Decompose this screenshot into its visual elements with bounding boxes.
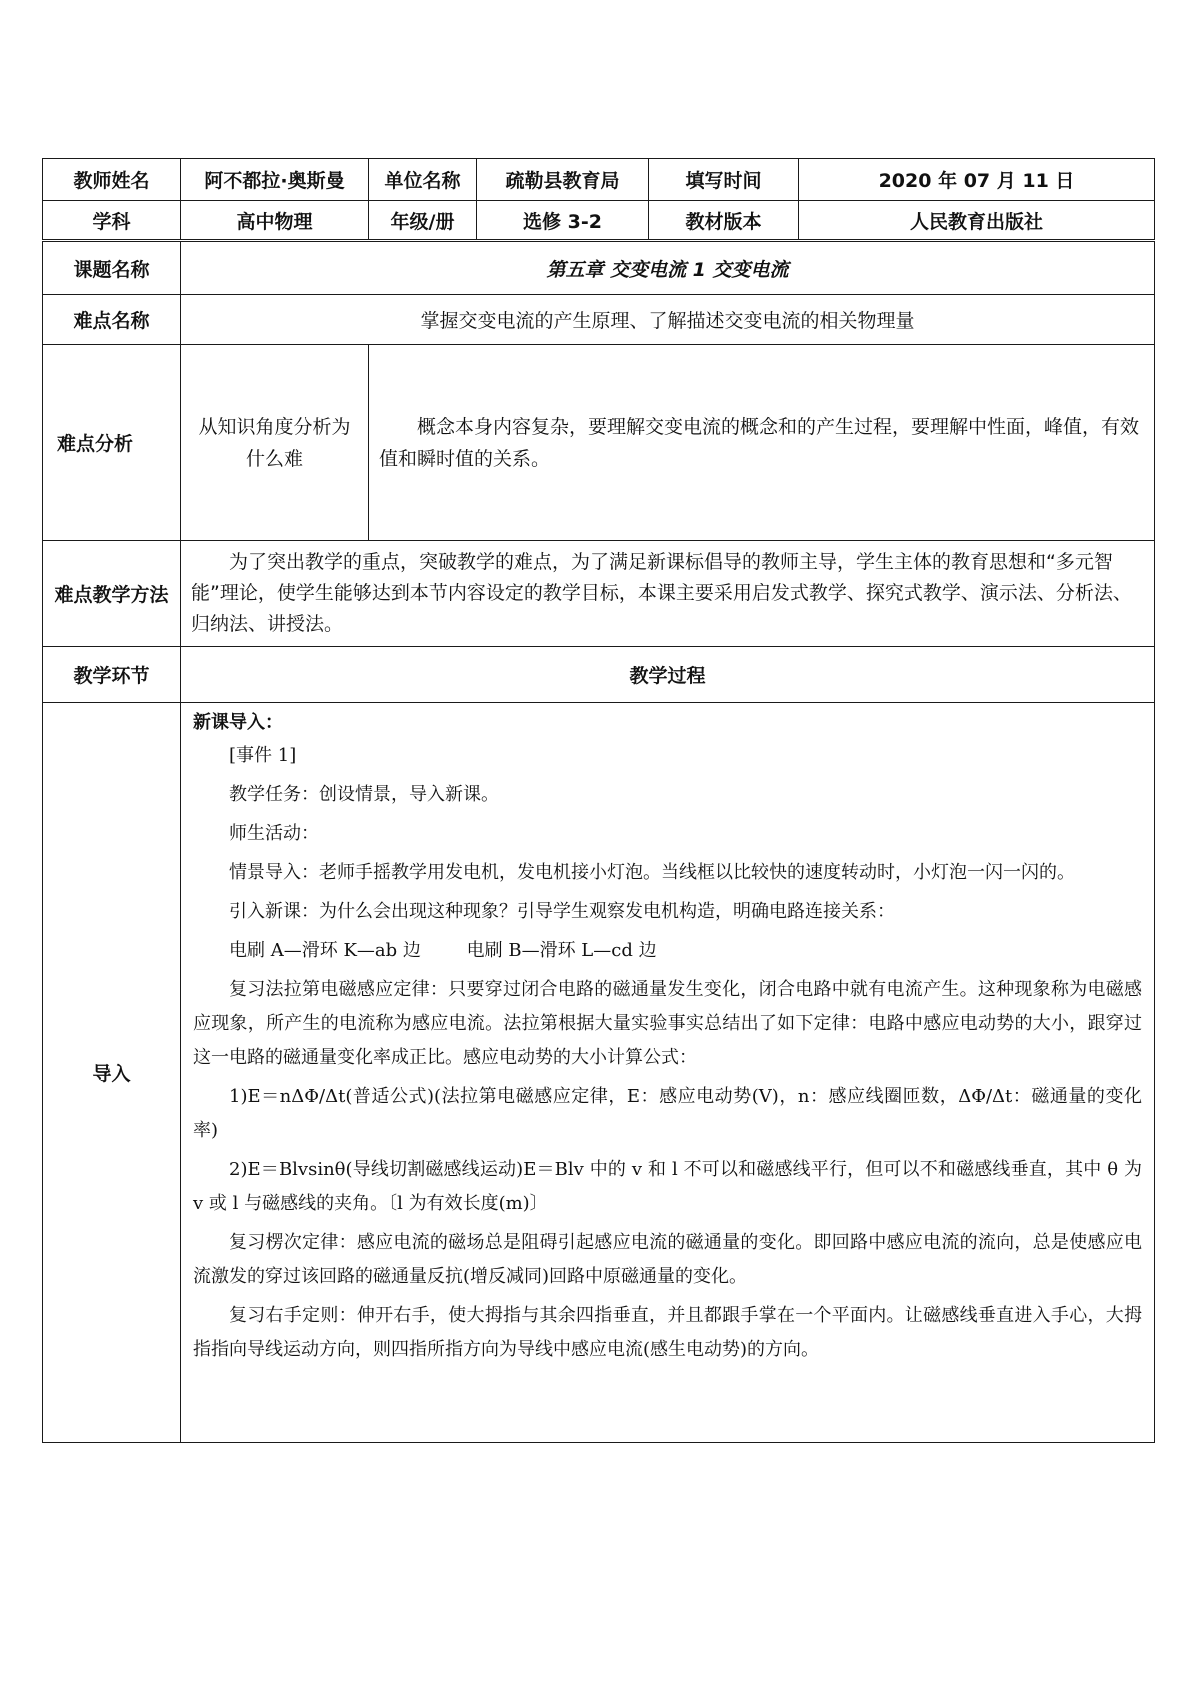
intro-row — [43, 703, 1155, 1443]
subject-label: 学科 — [43, 201, 181, 241]
difficulty-label: 难点名称 — [43, 295, 181, 345]
intro-section-title: 新课导入： — [193, 712, 283, 733]
intro-stage-label: 导入 — [43, 703, 181, 1443]
process-header-row — [43, 647, 1155, 703]
topic-row — [43, 241, 1155, 295]
topic-label: 课题名称 — [43, 241, 181, 295]
fill-date-label: 填写时间 — [649, 159, 799, 201]
grade-label: 年级/册 — [369, 201, 477, 241]
method-text: 为了突出教学的重点，突破教学的难点，为了满足新课标倡导的教师主导，学生主体的教育思想和“多元智能”理论，使学生能够达到本节内容设定的教学目标，本课主要采用启发式教学、探究式教学、演示法、分析法、归纳法、讲授法。 — [181, 541, 1155, 647]
intro-paragraph: [事件 1] — [229, 745, 297, 766]
teacher-name-label: 教师姓名 — [43, 159, 181, 201]
fill-date-value: 2020 年 07 月 11 日 — [799, 159, 1155, 201]
header-row-1 — [43, 159, 1155, 201]
analysis-label: 难点分析 — [43, 345, 181, 541]
edition-value: 人民教育出版社 — [799, 201, 1155, 241]
topic-value: 第五章 交变电流 1 交变电流 — [181, 241, 1155, 295]
grade-value: 选修 3-2 — [477, 201, 649, 241]
method-label: 难点教学方法 — [43, 541, 181, 647]
intro-paragraph: 电刷 A—滑环 K—ab 边 电刷 B—滑环 L—cd 边 — [229, 940, 657, 961]
unit-name-value: 疏勒县教育局 — [477, 159, 649, 201]
teacher-name-value: 阿不都拉·奥斯曼 — [181, 159, 369, 201]
process-column-label: 教学过程 — [181, 647, 1155, 703]
difficulty-value: 掌握交变电流的产生原理、了解描述交变电流的相关物理量 — [181, 295, 1155, 345]
intro-paragraph: 复习楞次定律：感应电流的磁场总是阻碍引起感应电流的磁通量的变化。即回路中感应电流的流向，总是使感应电流激发的穿过该回路的磁通量反抗(增反减同)回路中原磁通量的变化。 — [193, 1232, 1142, 1287]
difficulty-row — [43, 295, 1155, 345]
header-row-2 — [43, 201, 1155, 241]
edition-label: 教材版本 — [649, 201, 799, 241]
analysis-sub-label: 从知识角度分析为什么难 — [181, 345, 369, 541]
intro-paragraph: 师生活动： — [229, 823, 319, 844]
intro-paragraph: 复习右手定则：伸开右手，使大拇指与其余四指垂直，并且都跟手掌在一个平面内。让磁感线垂直进入手心，大拇指指向导线运动方向，则四指所指方向为导线中感应电流(感生电动势)的方向。 — [193, 1305, 1142, 1360]
subject-value: 高中物理 — [181, 201, 369, 241]
intro-paragraph: 复习法拉第电磁感应定律：只要穿过闭合电路的磁通量发生变化，闭合电路中就有电流产生。这种现象称为电磁感应现象，所产生的电流称为感应电流。法拉第根据大量实验事实总结出了如下定律：电路中感应电动势的大小，跟穿过这一电路的磁通量变化率成正比。感应电动势的大小计算公式： — [193, 979, 1142, 1068]
stage-column-label: 教学环节 — [43, 647, 181, 703]
intro-paragraph: 引入新课：为什么会出现这种现象？引导学生观察发电机构造，明确电路连接关系： — [229, 901, 895, 922]
unit-name-label: 单位名称 — [369, 159, 477, 201]
intro-paragraph: 情景导入：老师手摇教学用发电机，发电机接小灯泡。当线框以比较快的速度转动时，小灯泡一闪一闪的。 — [229, 862, 1075, 883]
intro-paragraph: 2)E＝Blvsinθ(导线切割磁感线运动)E＝Blv 中的 v 和 l 不可以和磁感线平行，但可以不和磁感线垂直，其中 θ 为 v 或 l 与磁感线的夹角。〔l 为有效长度(m)〕 — [193, 1159, 1142, 1214]
analysis-text: 概念本身内容复杂，要理解交变电流的概念和的产生过程，要理解中性面，峰值，有效值和瞬时值的关系。 — [369, 345, 1155, 541]
intro-paragraph: 教学任务：创设情景，导入新课。 — [229, 784, 499, 805]
method-row — [43, 541, 1155, 647]
intro-content — [181, 703, 1155, 1443]
analysis-row — [43, 345, 1155, 541]
lesson-plan-table — [42, 158, 1155, 1443]
intro-paragraph: 1)E＝nΔΦ/Δt(普适公式)(法拉第电磁感应定律，E：感应电动势(V)，n：感应线圈匝数，ΔΦ/Δt：磁通量的变化率) — [193, 1086, 1142, 1141]
